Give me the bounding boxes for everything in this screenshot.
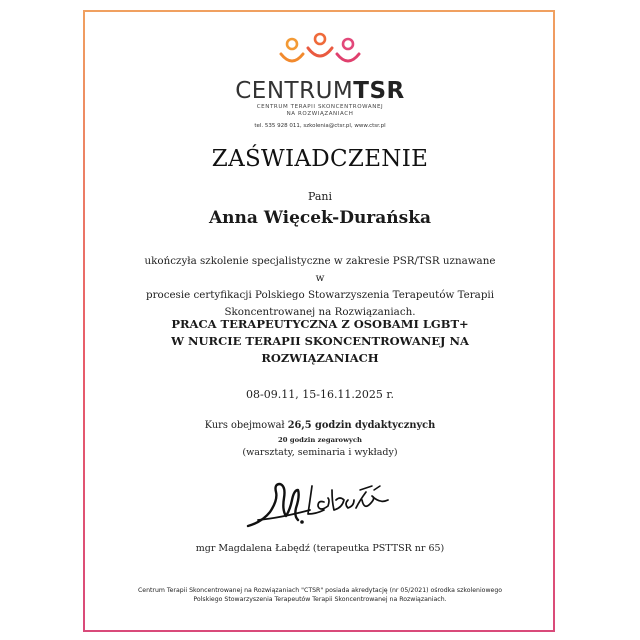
course-title-line3: ROZWIĄZANIACH [261,351,379,365]
brand-subtitle-line1: CENTRUM TERAPII SKONCENTROWANEJ [256,104,384,110]
brand-name-bold: TSR [353,78,405,104]
hours-note: (warsztaty, seminaria i wykłady) [242,447,398,458]
brand-name-light: CENTRUM [235,78,354,104]
body-line1: ukończyła szkolenie specjalistyczne w zakresie PSR/TSR uznawane w [144,255,496,284]
course-dates: 08-09.11, 15-16.11.2025 r. [246,388,394,401]
accreditation-footer [120,586,520,604]
contact-line: tel. 535 928 011, szkolenia@ctsr.pl, www.ctsr.pl [254,123,386,129]
handwritten-signature [240,470,400,540]
course-title-line2: W NURCIE TERAPII SKONCENTROWANEJ NA [171,334,469,348]
hours-didactic: 26,5 godzin dydaktycznych [287,420,436,431]
body-line2: procesie certyfikacji Polskiego Stowarzyszenia Terapeutów Terapii [145,289,495,301]
hours-clock: 20 godzin zegarowych [278,436,362,444]
course-title [140,316,500,367]
people-logo-icon [275,30,365,74]
course-hours [0,420,640,431]
certificate-title: ZAŚWIADCZENIE [211,146,429,172]
certificate-body [140,253,500,321]
brand-wordmark [0,78,640,104]
footer-line2: Polskiego Stowarzyszenia Terapeutów Terapii Skoncentrowanej na Rozwiązaniach. [193,596,447,603]
brand-subtitle-line2: NA ROZWIĄZANIACH [286,111,354,117]
brand-subtitle [0,104,640,118]
hours-prefix: Kurs obejmował [204,420,288,431]
salutation: Pani [307,190,333,203]
footer-line1: Centrum Terapii Skoncentrowanej na Rozwiązaniach "CTSR" posiada akredytację (nr 05/2021) ośrodka szkoleniowego [137,587,503,594]
ctsr-logo [0,30,640,74]
body-line3: Skoncentrowanej na Rozwiązaniach. [224,306,416,318]
recipient-name: Anna Więcek-Durańska [208,208,432,228]
signer-name: mgr Magdalena Łabędź (terapeutka PSTTSR nr 65) [195,543,445,554]
course-title-line1: PRACA TERAPEUTYCZNA Z OSOBAMI LGBT+ [171,317,469,331]
